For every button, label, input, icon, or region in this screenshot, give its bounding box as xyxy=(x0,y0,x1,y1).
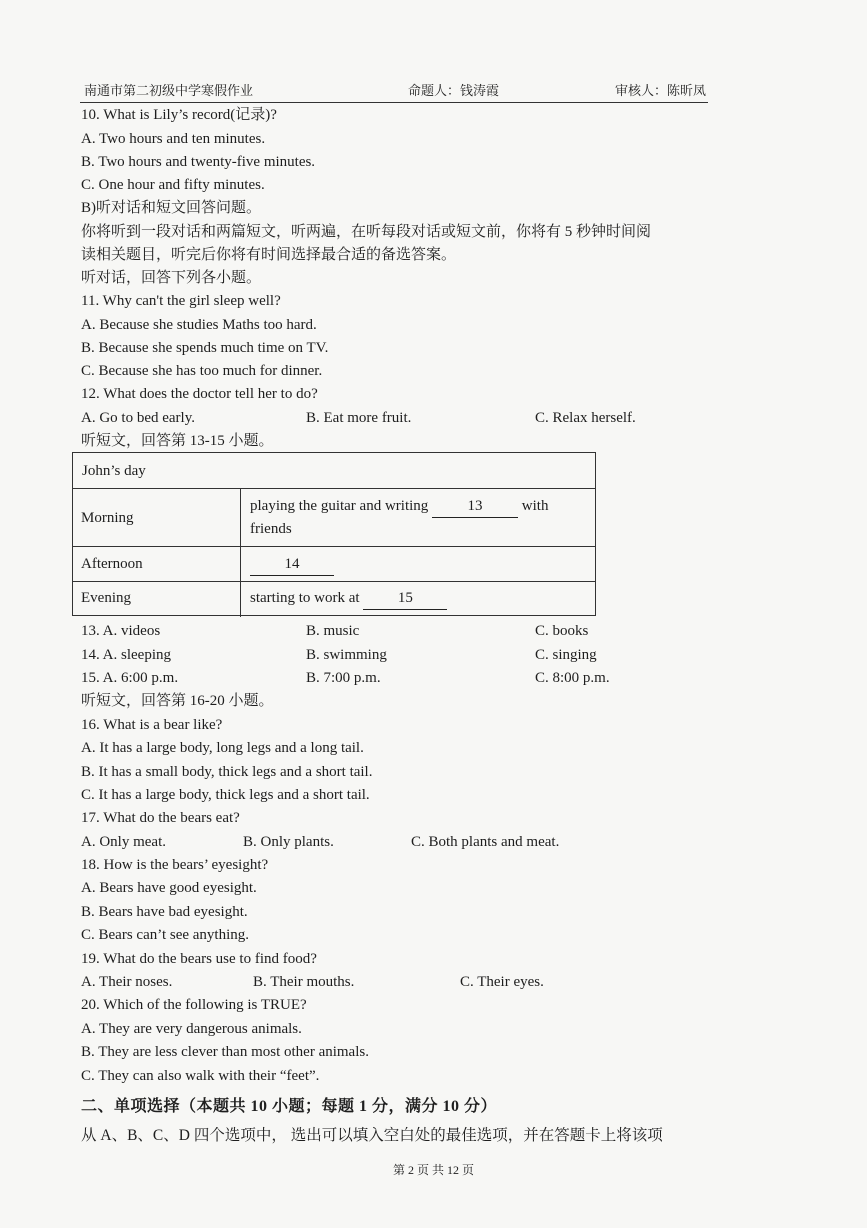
morning-text-with: with xyxy=(521,498,549,514)
table-cell-morning-label xyxy=(73,489,241,546)
q13-option-b: B. music xyxy=(306,623,360,639)
johns-day-table xyxy=(72,452,596,616)
morning-label: Morning xyxy=(81,510,134,526)
table-title: John’s day xyxy=(82,463,146,479)
q18-option-c: C. Bears can’t see anything. xyxy=(81,927,250,943)
passage1-instruction: 听短文，回答第 13-15 小题。 xyxy=(81,433,274,449)
table-row-morning xyxy=(73,489,595,547)
morning-line-1 xyxy=(250,495,548,518)
q10-option-a: A. Two hours and ten minutes. xyxy=(81,131,266,147)
blank-13: 13 xyxy=(432,495,518,518)
q18-option-a: A. Bears have good eyesight. xyxy=(81,880,257,896)
q16-question: 16. What is a bear like? xyxy=(81,717,223,733)
q17-option-c: C. Both plants and meat. xyxy=(411,834,560,850)
q16-option-c: C. It has a large body, thick legs and a short tail. xyxy=(81,787,370,803)
morning-text: playing the guitar and writing xyxy=(250,498,429,514)
table-cell-afternoon-label xyxy=(73,547,241,581)
evening-label: Evening xyxy=(81,590,131,606)
q11-option-c: C. Because she has too much for dinner. xyxy=(81,363,323,379)
table-row-afternoon xyxy=(73,547,595,582)
q19-option-b: B. Their mouths. xyxy=(253,974,355,990)
page-footer: 第 2 页 共 12 页 xyxy=(392,1163,474,1177)
blank-14: 14 xyxy=(250,553,334,576)
passage2-instruction: 听短文，回答第 16-20 小题。 xyxy=(81,693,274,709)
q12-question: 12. What does the doctor tell her to do? xyxy=(81,386,318,402)
header-reviewer: 审核人：陈昕凤 xyxy=(614,83,706,98)
afternoon-label: Afternoon xyxy=(81,556,143,572)
q12-option-c: C. Relax herself. xyxy=(535,410,636,426)
q13-option-a: 13. A. videos xyxy=(81,623,161,639)
afternoon-line xyxy=(250,553,334,576)
header-school: 南通市第二初级中学寒假作业 xyxy=(84,83,254,98)
page-header xyxy=(80,80,708,103)
q11-option-b: B. Because she spends much time on TV. xyxy=(81,340,329,356)
q11-option-a: A. Because she studies Maths too hard. xyxy=(81,317,317,333)
q15-option-a: 15. A. 6:00 p.m. xyxy=(81,670,179,686)
q10-option-b: B. Two hours and twenty-five minutes. xyxy=(81,154,316,170)
part2-instruction: 从 A、B、C、D 四个选项中， 选出可以填入空白处的最佳选项，并在答题卡上将该项 xyxy=(81,1127,663,1144)
q14-option-a: 14. A. sleeping xyxy=(81,647,171,663)
q17-option-b: B. Only plants. xyxy=(243,834,334,850)
q12-option-a: A. Go to bed early. xyxy=(81,410,195,426)
dialogue-instruction: 听对话，回答下列各小题。 xyxy=(81,270,262,286)
evening-line xyxy=(250,587,447,610)
blank-15: 15 xyxy=(363,587,447,610)
evening-text: starting to work at xyxy=(250,590,360,606)
q15-option-c: C. 8:00 p.m. xyxy=(535,670,610,686)
table-cell-evening-label xyxy=(73,582,241,617)
q16-option-a: A. It has a large body, long legs and a long tail. xyxy=(81,740,364,756)
q10-question: 10. What is Lily’s record(记录)? xyxy=(81,107,277,123)
q15-option-b: B. 7:00 p.m. xyxy=(306,670,381,686)
q19-question: 19. What do the bears use to find food? xyxy=(81,951,317,967)
q12-option-b: B. Eat more fruit. xyxy=(306,410,412,426)
q17-question: 17. What do the bears eat? xyxy=(81,810,240,826)
section-b-title: B)听对话和短文回答问题。 xyxy=(81,200,262,216)
q11-question: 11. Why can't the girl sleep well? xyxy=(81,293,281,309)
q19-option-a: A. Their noses. xyxy=(81,974,173,990)
q20-option-c: C. They can also walk with their “feet”. xyxy=(81,1068,320,1084)
part2-title: 二、单项选择（本题共 10 小题；每题 1 分，满分 10 分） xyxy=(81,1098,498,1115)
table-row-evening xyxy=(73,582,595,617)
q20-question: 20. Which of the following is TRUE? xyxy=(81,997,307,1013)
header-author: 命题人：钱涛霞 xyxy=(408,83,500,98)
q20-option-b: B. They are less clever than most other animals. xyxy=(81,1044,369,1060)
q19-option-c: C. Their eyes. xyxy=(460,974,544,990)
q18-option-b: B. Bears have bad eyesight. xyxy=(81,904,248,920)
q18-question: 18. How is the bears’ eyesight? xyxy=(81,857,269,873)
morning-line-2: friends xyxy=(250,521,292,537)
q14-option-c: C. singing xyxy=(535,647,597,663)
q10-option-c: C. One hour and fifty minutes. xyxy=(81,177,265,193)
section-b-instruction-2: 读相关题目，听完后你将有时间选择最合适的备选答案。 xyxy=(81,247,457,263)
q13-option-c: C. books xyxy=(535,623,589,639)
table-title-row xyxy=(73,453,595,489)
q17-option-a: A. Only meat. xyxy=(81,834,166,850)
q14-option-b: B. swimming xyxy=(306,647,387,663)
q20-option-a: A. They are very dangerous animals. xyxy=(81,1021,302,1037)
q16-option-b: B. It has a small body, thick legs and a short tail. xyxy=(81,764,373,780)
section-b-instruction-1: 你将听到一段对话和两篇短文，听两遍，在听每段对话或短文前，你将有 5 秒钟时间阅 xyxy=(81,224,652,240)
